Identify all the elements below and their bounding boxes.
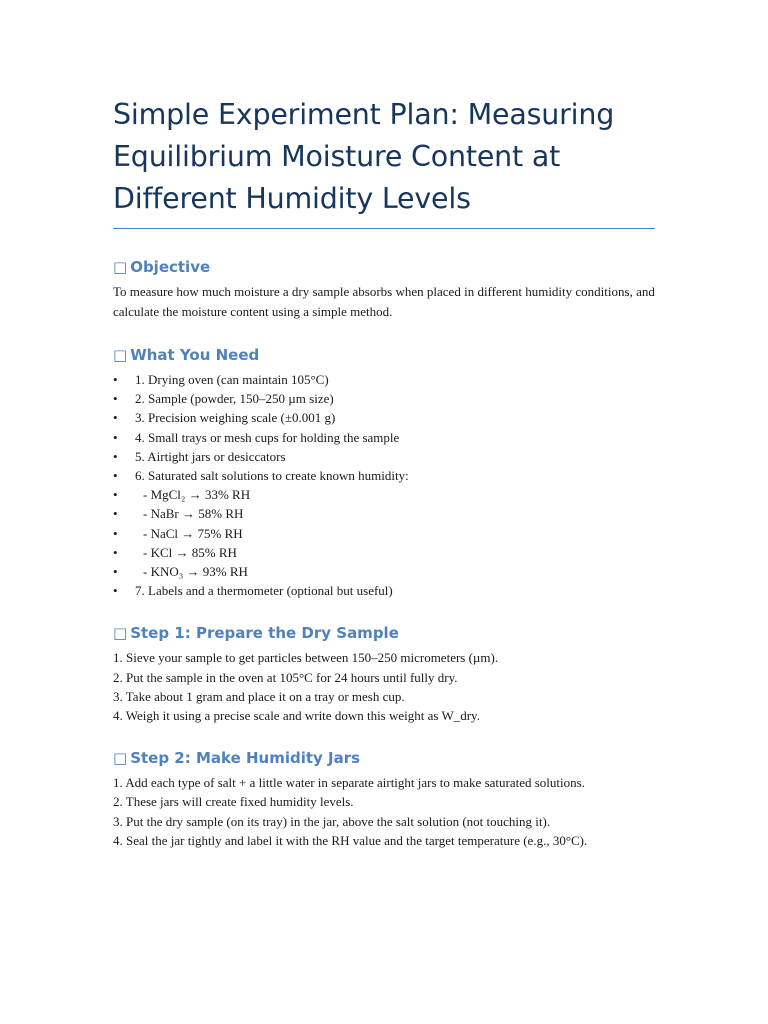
missing-glyph-icon: □ [113,346,128,364]
list-item-text: - KNO₃ → 93% RH [143,564,248,580]
step-line: 3. Put the dry sample (on its tray) in the jar, above the salt solution (not touching it). [113,813,551,829]
list-item-text: 1. Drying oven (can maintain 105°C) [135,372,329,387]
list-item [113,370,655,389]
step-line: 4. Seal the jar tightly and label it with the RH value and the target temperature (e.g., 30°C). [113,832,588,848]
list-item [113,389,655,408]
bullet-icon: • [113,544,118,560]
objective-section [113,257,655,322]
missing-glyph-icon: □ [113,258,128,276]
list-item-text: - KCl → 85% RH [143,544,237,560]
list-item-text: - NaCl → 75% RH [143,525,243,541]
list-item [113,466,655,485]
step1-heading-text: Step 1: Prepare the Dry Sample [130,624,399,643]
list-item [113,485,655,504]
list-item-text: 3. Precision weighing scale (±0.001 g) [135,410,336,426]
needs-list [113,370,655,600]
list-item-text: - NaBr → 58% RH [143,506,244,522]
step2-section [113,748,655,850]
list-item-text: 2. Sample (powder, 150–250 µm size) [135,391,334,407]
step-line: 1. Add each type of salt + a little water in separate airtight jars to make saturated solutions. [113,775,585,791]
title-underline [113,228,655,229]
step-line: 4. Weigh it using a precise scale and write down this weight as W_dry. [113,708,480,724]
bullet-icon: • [113,429,118,445]
list-item-text: - MgCl₂ → 33% RH [143,487,251,503]
missing-glyph-icon: □ [113,749,128,768]
objective-text: To measure how much moisture a dry sample absorbs when placed in different humidity conditions, and calculate the moisture content using a simple method. [113,284,655,319]
list-item [113,581,655,600]
needs-section [113,345,655,600]
list-item [113,562,655,581]
step1-section [113,623,655,725]
document-title: Simple Experiment Plan: Measuring Equilibrium Moisture Content at Different Humidity Levels [113,98,615,215]
step2-heading-text: Step 2: Make Humidity Jars [130,749,361,768]
missing-glyph-icon: □ [113,624,128,643]
bullet-icon: • [113,448,118,464]
bullet-icon: • [113,391,118,407]
step-line: 3. Take about 1 gram and place it on a tray or mesh cup. [113,688,405,704]
list-item [113,543,655,562]
bullet-icon: • [113,506,118,522]
objective-heading [113,257,655,277]
bullet-icon: • [113,410,118,426]
step1-heading [113,623,655,643]
list-item-text: 5. Airtight jars or desiccators [135,448,286,464]
list-item [113,524,655,543]
document-page [113,94,655,873]
list-item [113,504,655,523]
bullet-icon: • [113,525,118,541]
list-item [113,428,655,447]
list-item [113,408,655,427]
needs-heading-text: What You Need [130,346,260,364]
step-line: 2. These jars will create fixed humidity levels. [113,794,354,810]
bullet-icon: • [113,372,118,387]
needs-heading [113,345,655,365]
step-line: 2. Put the sample in the oven at 105°C for 24 hours until fully dry. [113,669,458,685]
bullet-icon: • [113,468,118,484]
bullet-icon: • [113,564,118,580]
step-line: 1. Sieve your sample to get particles between 150–250 micrometers (µm). [113,650,499,666]
bullet-icon: • [113,487,118,503]
list-item-text: 4. Small trays or mesh cups for holding the sample [135,429,400,445]
list-item-text: 6. Saturated salt solutions to create known humidity: [135,468,409,484]
list-item-text: 7. Labels and a thermometer (optional but useful) [135,583,393,599]
list-item [113,447,655,466]
step2-heading [113,748,655,768]
bullet-icon: • [113,583,118,599]
objective-heading-text: Objective [130,258,211,276]
